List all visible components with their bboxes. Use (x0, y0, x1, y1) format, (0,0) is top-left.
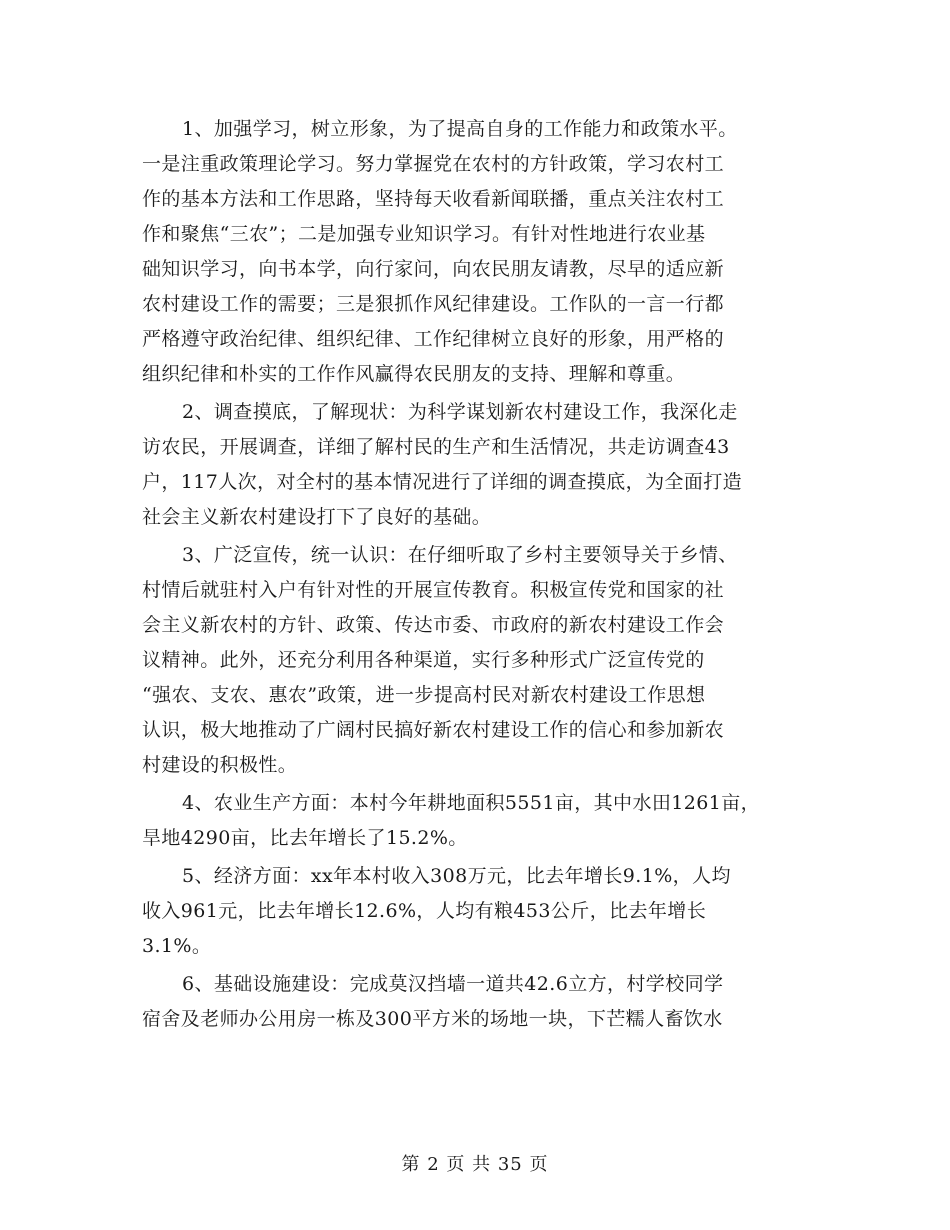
paragraph-agriculture (142, 786, 822, 856)
text-line: 3.1%。 (142, 935, 212, 957)
document-body (142, 112, 822, 1037)
text-line: 3、广泛宣传，统一认识：在仔细听取了乡村主要领导关于乡情、 (182, 544, 738, 566)
text-line: 作的基本方法和工作思路，坚持每天收看新闻联播，重点关注农村工 (142, 188, 725, 210)
text-line: 4、农业生产方面：本村今年耕地面积5551亩，其中水田1261亩， (182, 792, 760, 814)
text-line: 会主义新农村的方针、政策、传达市委、市政府的新农村建设工作会 (142, 614, 725, 636)
text-line: 村建设的积极性。 (142, 754, 298, 776)
text-line: 组织纪律和朴实的工作作风赢得农民朋友的支持、理解和尊重。 (142, 363, 686, 385)
text-line: 1、加强学习，树立形象，为了提高自身的工作能力和政策水平。 (182, 118, 738, 140)
paragraph-economy (142, 859, 822, 964)
paragraph-study (142, 112, 822, 392)
text-line: 户，117人次，对全村的基本情况进行了详细的调查摸底，为全面打造 (142, 471, 743, 493)
text-line: 旱地4290亩，比去年增长了15.2%。 (142, 827, 468, 849)
text-line: 作和聚焦“三农”；二是加强专业知识学习。有针对性地进行农业基 (142, 223, 706, 245)
paragraph-infrastructure (142, 967, 822, 1037)
text-line: 宿舍及老师办公用房一栋及300平方米的场地一块，下芒糯人畜饮水 (142, 1008, 723, 1030)
text-line: 6、基础设施建设：完成莫汉挡墙一道共42.6立方，村学校同学 (182, 973, 724, 995)
text-line: 访农民，开展调查，详细了解村民的生产和生活情况，共走访调查43 (142, 436, 730, 458)
text-line: 础知识学习，向书本学，向行家问，向农民朋友请教，尽早的适应新 (142, 258, 725, 280)
page-number-footer: 第 2 页 共 35 页 (401, 1154, 549, 1175)
text-line: 农村建设工作的需要；三是狠抓作风纪律建设。工作队的一言一行都 (142, 293, 725, 315)
text-line: 5、经济方面：xx年本村收入308万元，比去年增长9.1%，人均 (182, 865, 731, 887)
text-line: 收入961元，比去年增长12.6%，人均有粮453公斤，比去年增长 (142, 900, 707, 922)
text-line: “强农、支农、惠农”政策，进一步提高村民对新农村建设工作思想 (142, 684, 706, 706)
text-line: 2、调查摸底，了解现状：为科学谋划新农村建设工作，我深化走 (182, 401, 738, 423)
text-line: 议精神。此外，还充分利用各种渠道，实行多种形式广泛宣传党的 (142, 649, 705, 671)
text-line: 村情后就驻村入户有针对性的开展宣传教育。积极宣传党和国家的社 (142, 579, 725, 601)
text-line: 一是注重政策理论学习。努力掌握党在农村的方针政策，学习农村工 (142, 153, 725, 175)
text-line: 社会主义新农村建设打下了良好的基础。 (142, 506, 492, 528)
text-line: 认识，极大地推动了广阔村民搞好新农村建设工作的信心和参加新农 (142, 719, 725, 741)
text-line: 严格遵守政治纪律、组织纪律、工作纪律树立良好的形象，用严格的 (142, 328, 725, 350)
paragraph-publicity (142, 538, 822, 783)
paragraph-survey (142, 395, 822, 535)
